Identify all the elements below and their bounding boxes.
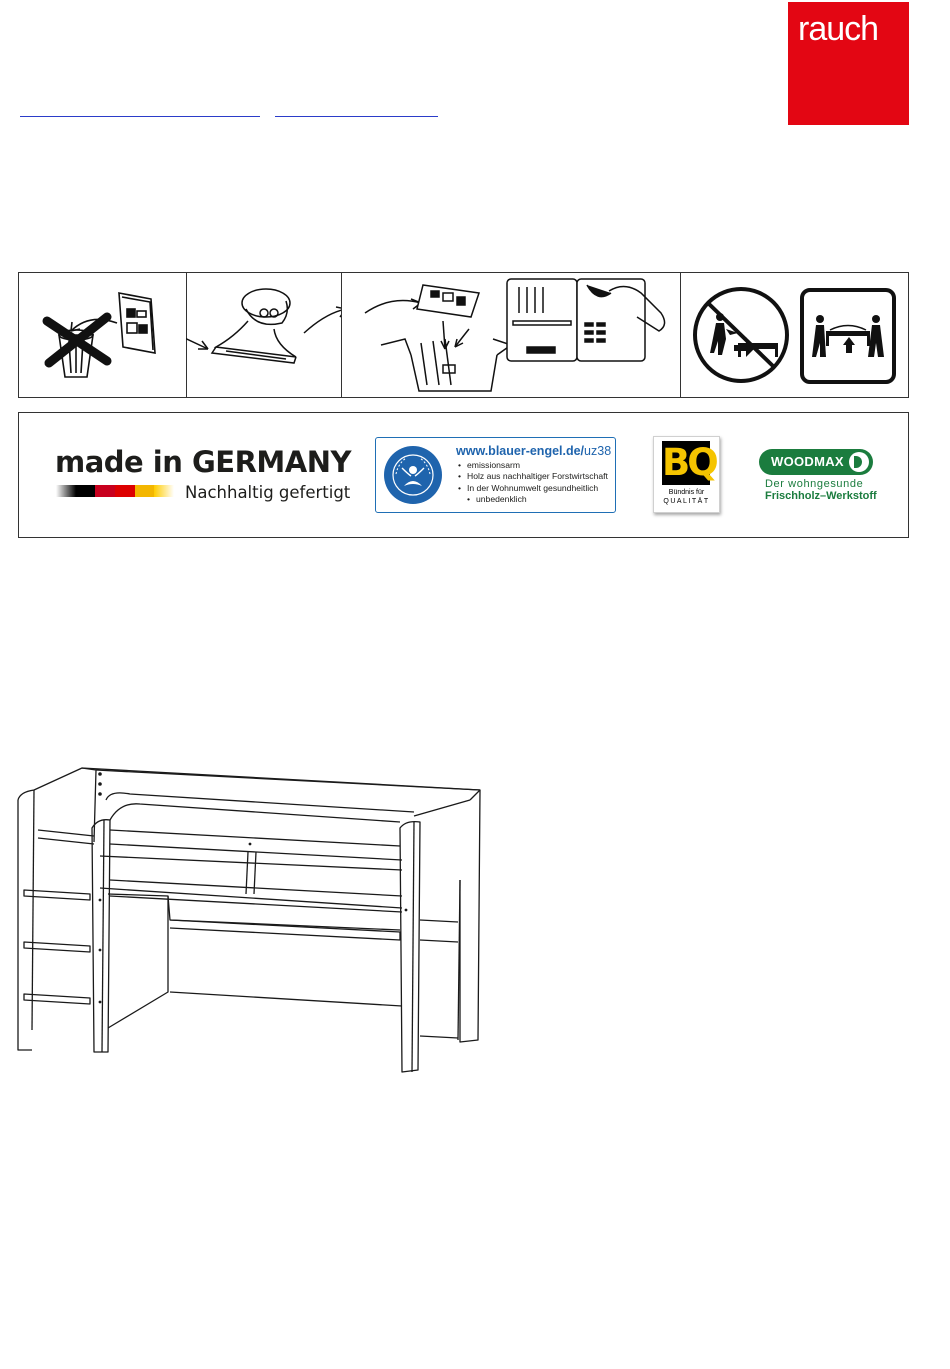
blauer-engel-criteria: [458, 460, 608, 506]
blauer-engel-url-main: www.blauer-engel.de/: [456, 444, 585, 458]
file-instructions-icon: [341, 273, 681, 397]
blauer-engel-url[interactable]: [456, 444, 611, 458]
german-flag-bar: [56, 485, 174, 497]
bq-line2: QUALITÄT: [663, 498, 710, 505]
made-in-germany-subtitle: Nachhaltig gefertigt: [185, 483, 351, 502]
blauer-engel-url-code: uz38: [584, 444, 612, 458]
woodmax-name: WOODMAX: [771, 454, 844, 469]
bq-line1: Bündnis für: [668, 489, 705, 496]
woodmax-logo: [759, 449, 873, 475]
blauer-engel-seal-icon: [384, 446, 442, 504]
made-in-germany-title: made in GERMANY: [55, 445, 352, 479]
link-1[interactable]: [20, 116, 260, 117]
woodmax-d-icon: [849, 452, 869, 472]
woodmax-tagline-1: Der wohngesunde: [765, 478, 864, 490]
link-2[interactable]: [275, 116, 438, 117]
bq-mark: BQ: [662, 441, 716, 484]
do-not-discard-instructions-icon: [19, 273, 187, 397]
loft-bed-with-desk-drawing: [10, 760, 490, 1085]
criteria-item: • In der Wohnumwelt gesundheitlich: [458, 483, 608, 494]
rauch-logo: [788, 2, 909, 125]
certification-strip: [18, 412, 909, 538]
criteria-item: • Holz aus nachhaltiger Forstwirtschaft: [458, 471, 608, 482]
lift-do-not-push-icon: [680, 273, 908, 397]
criteria-item: • emissionsarm: [458, 460, 608, 471]
woodmax-tagline-2: Frischholz–Werkstoff: [765, 490, 877, 502]
brand-name: rauch: [798, 10, 879, 48]
criteria-item-continuation: • unbedenklich: [458, 494, 608, 505]
instruction-strip: [18, 272, 909, 398]
blauer-engel-label: [375, 437, 616, 513]
read-instructions-icon: [186, 273, 342, 397]
bq-quality-seal: [653, 436, 720, 513]
